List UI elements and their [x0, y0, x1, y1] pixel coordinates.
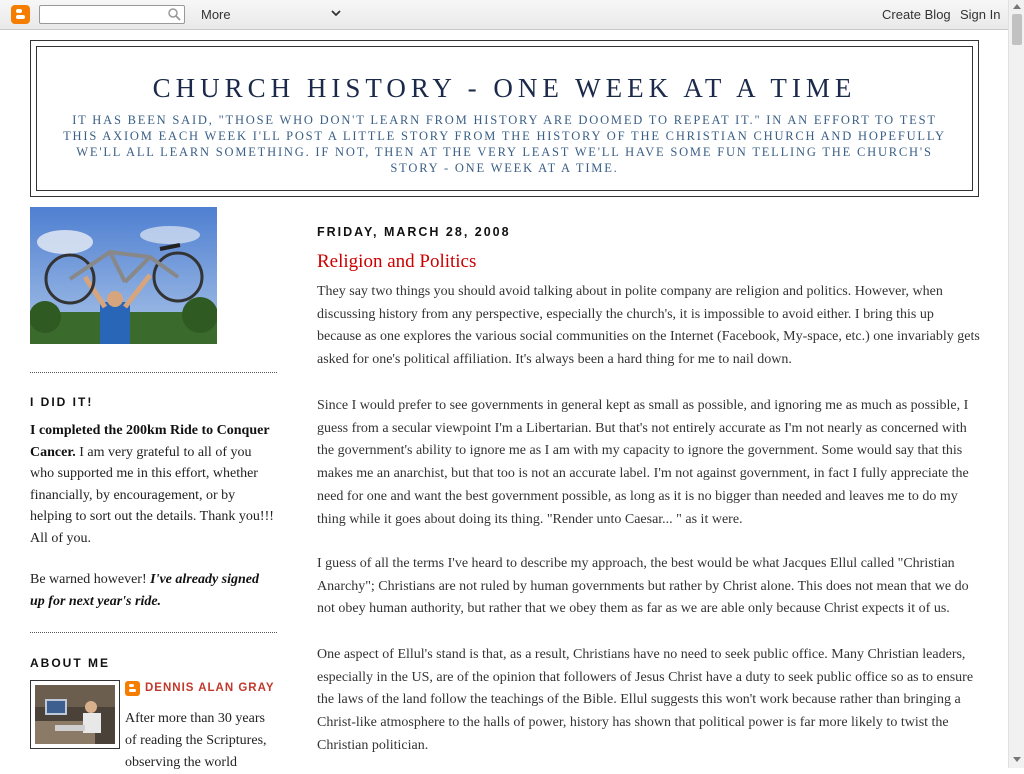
blog-description: IT HAS BEEN SAID, "THOSE WHO DON'T LEARN FROM HISTORY ARE DOOMED TO REPEAT IT." IN AN EFFORT TO TEST THIS AXIOM EACH WEEK I'LL POST A LITTLE STORY FROM THE HISTORY OF THE CHRISTIAN CHURCH AND HOPEFULLY WE'LL ALL LEARN SOMETHING. IF NOT, THEN AT THE VERY LEAST WE'LL HAVE SOME FUN TELLING THE CHURCH'S STORY - ONE WEEK AT A TIME.	[63, 113, 946, 175]
blogger-profile-icon	[125, 681, 140, 696]
about-me-heading: ABOUT ME	[30, 656, 110, 670]
sidebar-divider	[30, 372, 277, 373]
post-date: FRIDAY, MARCH 28, 2008	[317, 225, 511, 239]
post-paragraph: I guess of all the terms I've heard to describe my approach, the best would be what Jacques Ellul called "Christian Anarchy"; Christians are not ruled by human governments but rather by Christ alone. This does not mean that we do not obey human authority, but rather that we obey them as far as we are able only because Christ expects it of us.	[317, 556, 969, 617]
more-label: More	[201, 7, 231, 22]
post-paragraph: One aspect of Ellul's stand is that, as a result, Christians have no need to seek public office. Many Christian leaders, especially in the US, are of the opinion that followers of Jesus Christ have a duty to seek public office so as to ensure the laws of the land follow the teachings of the Bible. Ellul suggests this won't work because rather than bringing a Christ-like atmosphere to the halls of power, history has shown that political power is far more likely to twist the Christian politician.	[317, 647, 974, 753]
post-title[interactable]: Religion and Politics	[317, 251, 477, 272]
did-it-text	[30, 420, 277, 549]
post-paragraph: They say two things you should avoid talking about in polite company are religion and politics. However, when discussing history from any perspective, especially the church's, it is impossible to avoid either. I bring this up because as one explores the various social communities on the Internet (Facebook, My-space, etc.) one invariably gets asked for one's political affiliation. It's always been a hard thing for me to nail down.	[317, 284, 980, 368]
sidebar-divider	[30, 632, 277, 633]
about-me-text: After more than 30 years of reading the Scriptures, observing the world	[125, 711, 267, 770]
profile-name-link[interactable]: DENNIS ALAN GRAY	[145, 682, 275, 694]
blogger-logo-icon[interactable]	[11, 5, 30, 24]
warn-emphasis: I've already signed up for next year's ride.	[30, 572, 259, 609]
sign-in-link[interactable]: Sign In	[960, 7, 1001, 22]
chevron-down-icon	[331, 8, 341, 18]
did-it-body: I am very grateful to all of you who supported me in this effort, whether financially, by encouragement, or by helping to sort out the details. Thank you!!! All of you.	[30, 444, 274, 546]
blogger-navbar	[0, 0, 1024, 30]
blog-header-inner	[36, 46, 973, 191]
bicycle-photo	[30, 207, 217, 344]
warn-text: Be warned however!	[30, 572, 151, 587]
post-paragraph: Since I would prefer to see governments in general kept as small as possible, and ignoring me as much as possible, I guess from a secular viewpoint I'm a Libertarian. But that's not entirely accurate as I'm not nearly as concerned with the government's ability to ignore me as I am with my capacity to ignore the government. Some would say that this makes me an anarchist, but that too is not an accurate label. I'm not against government, in fact I fully appreciate the need for one and want the best government possible, as long as it is no bigger than needed and leaves me to do my thing while it goes about doing its thing. "Render unto Caesar... " as it were.	[317, 398, 969, 527]
did-it-warning	[30, 569, 277, 612]
did-it-bold: I completed the 200km Ride to Conquer Cancer.	[30, 423, 270, 460]
search-icon[interactable]	[167, 7, 181, 21]
avatar[interactable]	[30, 680, 120, 749]
search-input[interactable]	[39, 5, 185, 24]
page-scrollbar[interactable]	[1008, 0, 1024, 768]
scrollbar-thumb[interactable]	[1012, 14, 1022, 45]
scroll-up-icon[interactable]	[1013, 4, 1021, 9]
scroll-down-icon[interactable]	[1013, 757, 1021, 762]
more-dropdown[interactable]	[201, 7, 341, 23]
did-it-heading: I DID IT!	[30, 395, 94, 409]
blog-title[interactable]: CHURCH HISTORY - ONE WEEK AT A TIME	[152, 73, 857, 103]
create-blog-link[interactable]: Create Blog	[882, 7, 951, 22]
blog-header	[30, 40, 979, 197]
